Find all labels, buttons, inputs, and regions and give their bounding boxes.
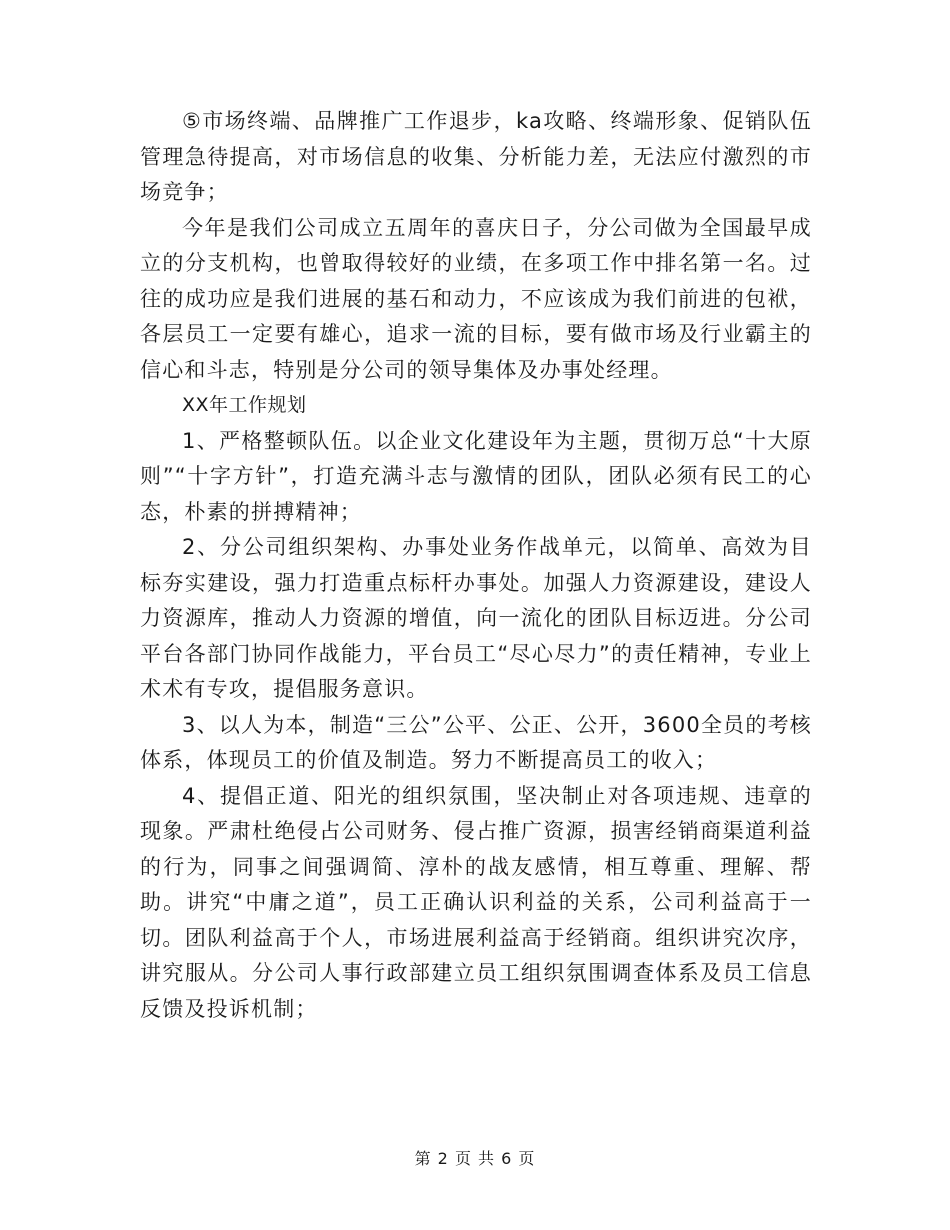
document-body: [140, 104, 812, 1027]
paragraph-market-terminal: ⑤市场终端、品牌推广工作退步，ka攻略、终端形象、促销队伍管理急待提高，对市场信息的收集、分析能力差，无法应付激烈的市场竞争；: [140, 109, 812, 204]
page-number-footer: 第 2 页 共 6 页: [414, 1149, 536, 1168]
paragraph-plan-item-3: 3、以人为本，制造“三公”公平、公正、公开，3600全员的考核体系，体现员工的价值及制造。努力不断提高员工的收入；: [140, 712, 812, 772]
paragraph-plan-item-1: 1、严格整顿队伍。以企业文化建设年为主题，贯彻万总“十大原则”“十字方针”，打造充满斗志与激情的团队，团队必须有民工的心态，朴素的拼搏精神；: [140, 428, 812, 524]
paragraph-anniversary: 今年是我们公司成立五周年的喜庆日子，分公司做为全国最早成立的分支机构，也曾取得较好的业绩，在多项工作中排名第一名。过往的成功应是我们进展的基石和动力，不应该成为我们前进的包袱，各层员工一定要有雄心，追求一流的目标，要有做市场及行业霸主的信心和斗志，特别是分公司的领导集体及办事处经理。: [140, 215, 812, 382]
section-heading-work-plan: XX年工作规划: [182, 394, 307, 416]
paragraph-plan-item-4: 4、提倡正道、阳光的组织氛围，坚决制止对各项违规、违章的现象。严肃杜绝侵占公司财务、侵占推广资源，损害经销商渠道利益的行为，同事之间强调简、淳朴的战友感情，相互尊重、理解、帮助。讲究“中庸之道”，员工正确认识利益的关系，公司利益高于一切。团队利益高于个人，市场进展利益高于经销商。组织讲究次序，讲究服从。分公司人事行政部建立员工组织氛围调查体系及员工信息反馈及投诉机制；: [140, 783, 812, 1021]
paragraph-plan-item-2: 2、分公司组织架构、办事处业务作战单元，以简单、高效为目标夯实建设，强力打造重点标杆办事处。加强人力资源建设，建设人力资源库，推动人力资源的增值，向一流化的团队目标迈进。分公司平台各部门协同作战能力，平台员工“尽心尽力”的责任精神，专业上术术有专攻，提倡服务意识。: [140, 535, 812, 701]
